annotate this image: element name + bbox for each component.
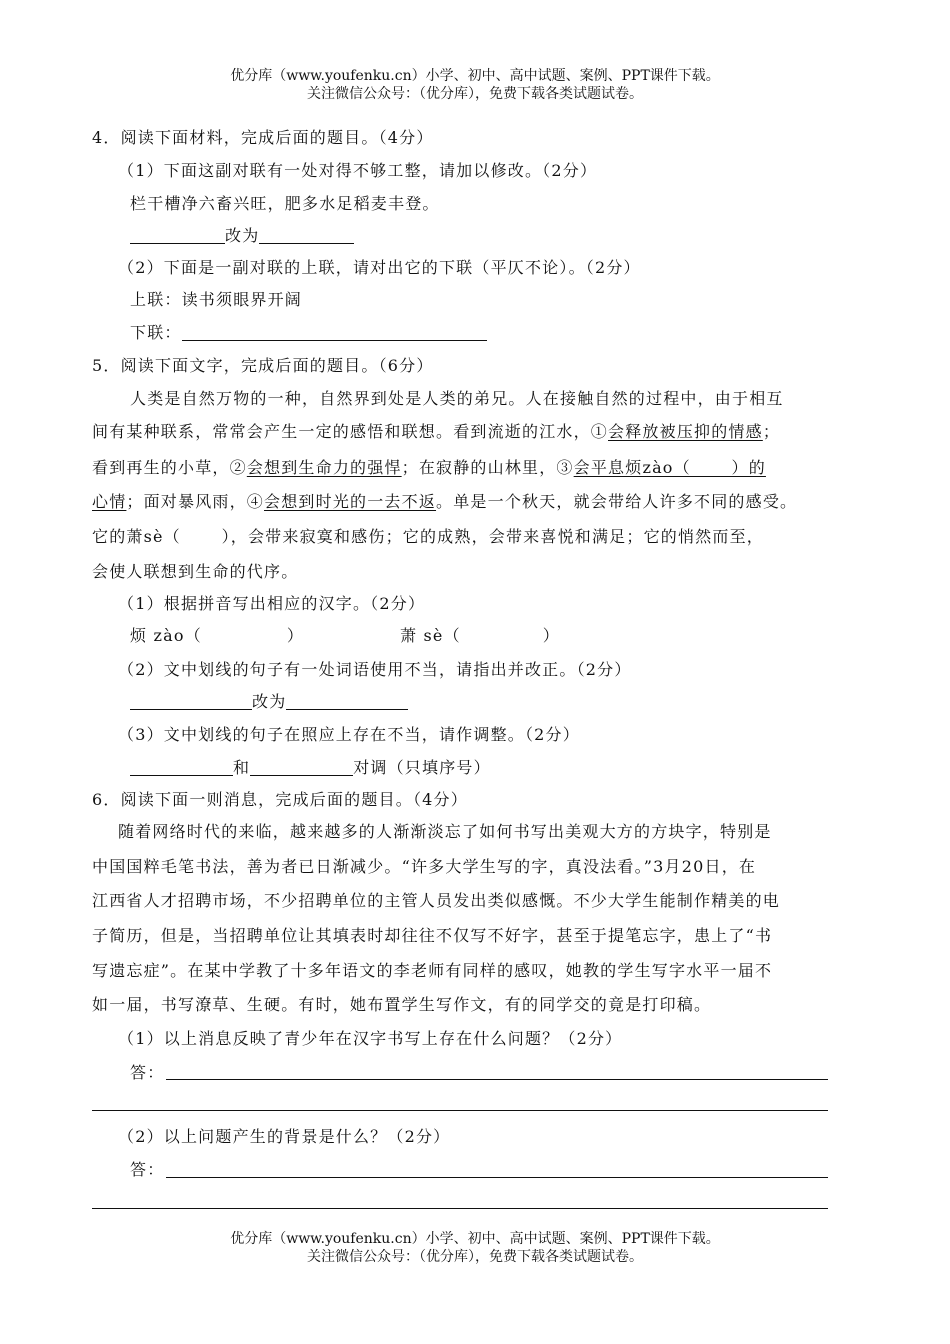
paren: ）	[542, 626, 560, 645]
q6-answer-label-2: 答：	[130, 1160, 165, 1179]
footer-line-2: 关注微信公众号：（优分库），免费下载各类试题试卷。	[307, 1249, 643, 1265]
q5-sub2: （2）文中划线的句子有一处词语使用不当，请指出并改正。（2分）	[118, 660, 632, 679]
q6-passage-line-5: 写遗忘症”。在某中学教了十多年语文的李老师有同样的感叹，她教的学生写字水平一届不	[92, 961, 773, 980]
q4-upper-couplet: 上联：读书须眼界开阔	[130, 290, 303, 309]
q5-text: 。单是一个秋天，就会带给人许多不同的感受。	[436, 492, 798, 511]
q4-title: 4．阅读下面材料，完成后面的题目。（4分）	[92, 128, 434, 147]
footer-line-1: 优分库（www.youfenku.cn）小学、初中、高中试题、案例、PPT课件下载。	[230, 1231, 720, 1247]
q4-lower-row	[130, 323, 487, 343]
q5-blank-second[interactable]	[250, 759, 353, 776]
q4-couplet: 栏干槽净六畜兴旺，肥多水足稻麦丰登。	[130, 194, 440, 213]
q5-text: ；	[762, 422, 781, 441]
underlined-sentence-3-end: 心情	[92, 492, 127, 511]
underlined-sentence-4: 会想到时光的一去不返	[264, 492, 437, 511]
q5-blank-first[interactable]	[130, 759, 233, 776]
q5-passage-line-2	[92, 422, 780, 442]
q5-blank-correct-word[interactable]	[286, 693, 408, 710]
q5-passage-line-3	[92, 458, 766, 478]
q6-passage-line-1: 随着网络时代的来临，越来越多的人渐渐淡忘了如何书写出美观大方的方块字，特别是	[118, 822, 772, 841]
q5-pinyin-1	[130, 626, 304, 646]
q6-answer-line-4[interactable]	[92, 1208, 828, 1209]
q5-text: ；在寂静的山林里，③	[401, 458, 574, 477]
q6-sub2: （2）以上问题产生的背景是什么？（2分）	[118, 1127, 451, 1146]
underlined-sentence-2: 会想到生命力的强悍	[246, 458, 402, 477]
underlined-sentence-1: 会释放被压抑的情感	[608, 422, 763, 441]
q4-lower-blank[interactable]	[182, 324, 487, 341]
q6-title: 6．阅读下面一则消息，完成后面的题目。（4分）	[92, 790, 468, 809]
paren: ）	[286, 626, 305, 645]
q6-answer-label-1: 答：	[130, 1063, 165, 1082]
q5-sub1: （1）根据拼音写出相应的汉字。（2分）	[118, 594, 426, 613]
q5-blank-wrong-word[interactable]	[130, 693, 252, 710]
q4-sub2: （2）下面是一副对联的上联，请对出它的下联（平仄不论）。（2分）	[118, 258, 641, 277]
q6-passage-line-4: 子简历，但是，当招聘单位让其填表时却往往不仅写不好字，甚至于提笔忘字，患上了“书	[92, 926, 773, 945]
q6-passage-line-2: 中国国粹毛笔书法，善为者已日渐减少。“许多大学生写的字，真没法看。”3月20日，在	[92, 857, 757, 876]
q6-sub1: （1）以上消息反映了青少年在汉字书写上存在什么问题？（2分）	[118, 1029, 623, 1048]
q6-passage-line-3: 江西省人才招聘市场，不少招聘单位的主管人员发出类似感慨。不少大学生能制作精美的电	[92, 891, 781, 910]
q5-sub3: （3）文中划线的句子在照应上存在不当，请作调整。（2分）	[118, 725, 580, 744]
q5-swap-label: 对调（只填序号）	[353, 758, 491, 777]
q5-passage-line-4	[92, 492, 797, 512]
header-line-2: 关注微信公众号：（优分库），免费下载各类试题试卷。	[307, 86, 643, 102]
q5-text: ；面对暴风雨，④	[126, 492, 265, 511]
q5-change-label: 改为	[252, 692, 287, 711]
q6-answer-line-3[interactable]	[166, 1177, 828, 1178]
q6-answer-line-1[interactable]	[166, 1079, 828, 1080]
q5-text: 看到再生的小草，②	[92, 458, 247, 477]
q5-passage-line-1: 人类是自然万物的一种，自然界到处是人类的弟兄。人在接触自然的过程中，由于相互	[130, 389, 784, 408]
pinyin-label: 烦 zào（	[130, 626, 202, 645]
q4-blank-original[interactable]	[130, 227, 225, 244]
q4-lower-label: 下联：	[130, 323, 182, 342]
q5-text: 间有某种联系，常常会产生一定的感悟和联想。看到流逝的江水，①	[92, 422, 609, 441]
q4-change-row	[130, 226, 354, 246]
q4-sub1: （1）下面这副对联有一处对得不够工整，请加以修改。（2分）	[118, 161, 598, 180]
q5-title: 5．阅读下面文字，完成后面的题目。（6分）	[92, 356, 434, 375]
q6-answer-line-2[interactable]	[92, 1110, 828, 1111]
underlined-sentence-3: 会平息烦zào（ ）的	[573, 458, 766, 477]
q4-change-label: 改为	[225, 226, 260, 245]
q5-passage-line-5: 它的萧sè（ ），会带来寂寞和感伤；它的成熟，会带来喜悦和满足；它的悄然而至，	[92, 527, 764, 546]
q6-passage-line-6: 如一届，书写潦草、生硬。有时，她布置学生写作文，有的同学交的竟是打印稿。	[92, 995, 712, 1014]
header-line-1: 优分库（www.youfenku.cn）小学、初中、高中试题、案例、PPT课件下载。	[230, 68, 720, 84]
q5-and-label: 和	[233, 758, 251, 777]
q5-pinyin-2	[400, 626, 560, 646]
q5-passage-line-6: 会使人联想到生命的代序。	[92, 562, 299, 581]
pinyin-label: 萧 sè（	[400, 626, 461, 645]
q5-swap-row	[130, 758, 491, 778]
q5-change-row	[130, 692, 408, 712]
q4-blank-revised[interactable]	[259, 227, 354, 244]
